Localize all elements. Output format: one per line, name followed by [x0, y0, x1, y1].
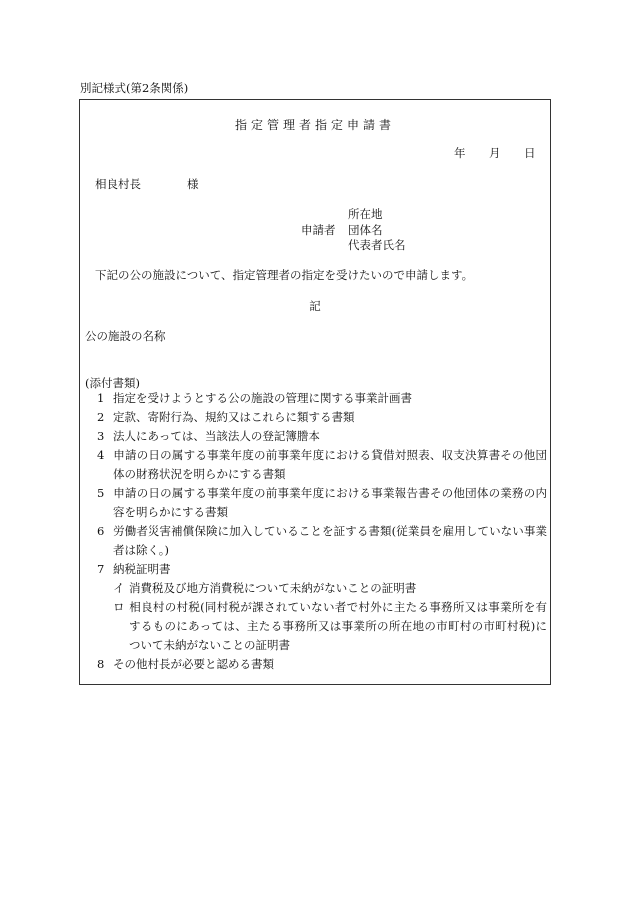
date-month-label: 月 [489, 146, 501, 160]
attachment-item [85, 427, 547, 446]
applicant-address-label: 所在地 [348, 207, 383, 221]
attachments-list [85, 389, 547, 674]
addressee: 相良村長 [95, 177, 141, 191]
request-statement: 下記の公の施設について、指定管理者の指定を受けたいので申請します。 [95, 268, 474, 282]
attachment-item [85, 560, 547, 579]
attachment-text: その他村長が必要と認める書類 [113, 657, 274, 671]
application-form [79, 99, 551, 685]
attachment-item [85, 484, 547, 522]
attachment-item [85, 408, 547, 427]
sub-item-mark: ロ [113, 600, 125, 614]
attachment-number: 7 [97, 562, 105, 576]
date-year-label: 年 [454, 146, 466, 160]
facility-name-label: 公の施設の名称 [85, 329, 166, 343]
attachment-number: 8 [97, 657, 105, 671]
applicant-representative-label: 代表者氏名 [348, 238, 406, 252]
attachment-number: 2 [97, 410, 105, 424]
attachment-item [85, 446, 547, 484]
form-caption: 別記様式(第2条関係) [80, 81, 189, 95]
attachment-text: 納税証明書 [113, 562, 171, 576]
attachment-text: 申請の日の属する事業年度の前事業年度における事業報告書その他団体の業務の内容を明らかにする書類 [113, 486, 547, 519]
attachment-text: 労働者災害補償保険に加入していることを証する書類(従業員を雇用していない事業者は除く。) [113, 524, 547, 557]
attachment-item [85, 522, 547, 560]
date-day-label: 日 [524, 146, 536, 160]
attachments-heading: (添付書類) [85, 376, 140, 390]
attachment-number: 3 [97, 429, 105, 443]
applicant-org-name-label: 団体名 [348, 223, 383, 237]
applicant-label: 申請者 [301, 223, 336, 237]
attachment-text: 定款、寄附行為、規約又はこれらに類する書類 [113, 410, 355, 424]
ki-heading: 記 [309, 299, 321, 313]
attachment-text: 申請の日の属する事業年度の前事業年度における貸借対照表、収支決算書その他団体の財務状況を明らかにする書類 [113, 448, 547, 481]
attachment-number: 5 [97, 486, 105, 500]
sub-item-text: 相良村の村税(同村税が課されていない者で村外に主たる事務所又は事業所を有するものにあっては、主たる事務所又は事業所の所在地の市町村の市町村税)について未納がないことの証明書 [129, 600, 547, 652]
attachment-sub-item [85, 598, 547, 655]
attachment-number: 6 [97, 524, 105, 538]
sub-item-mark: イ [113, 581, 125, 595]
attachment-number: 4 [97, 448, 105, 462]
addressee-honorific: 様 [187, 177, 199, 191]
attachment-text: 法人にあっては、当該法人の登記簿謄本 [113, 429, 320, 443]
attachment-sub-item [85, 579, 547, 598]
attachment-item [85, 389, 547, 408]
attachment-item [85, 655, 547, 674]
form-title: 指定管理者指定申請書 [234, 118, 395, 132]
attachment-text: 指定を受けようとする公の施設の管理に関する事業計画書 [113, 391, 412, 405]
sub-item-text: 消費税及び地方消費税について未納がないことの証明書 [129, 581, 417, 595]
attachment-number: 1 [97, 391, 105, 405]
